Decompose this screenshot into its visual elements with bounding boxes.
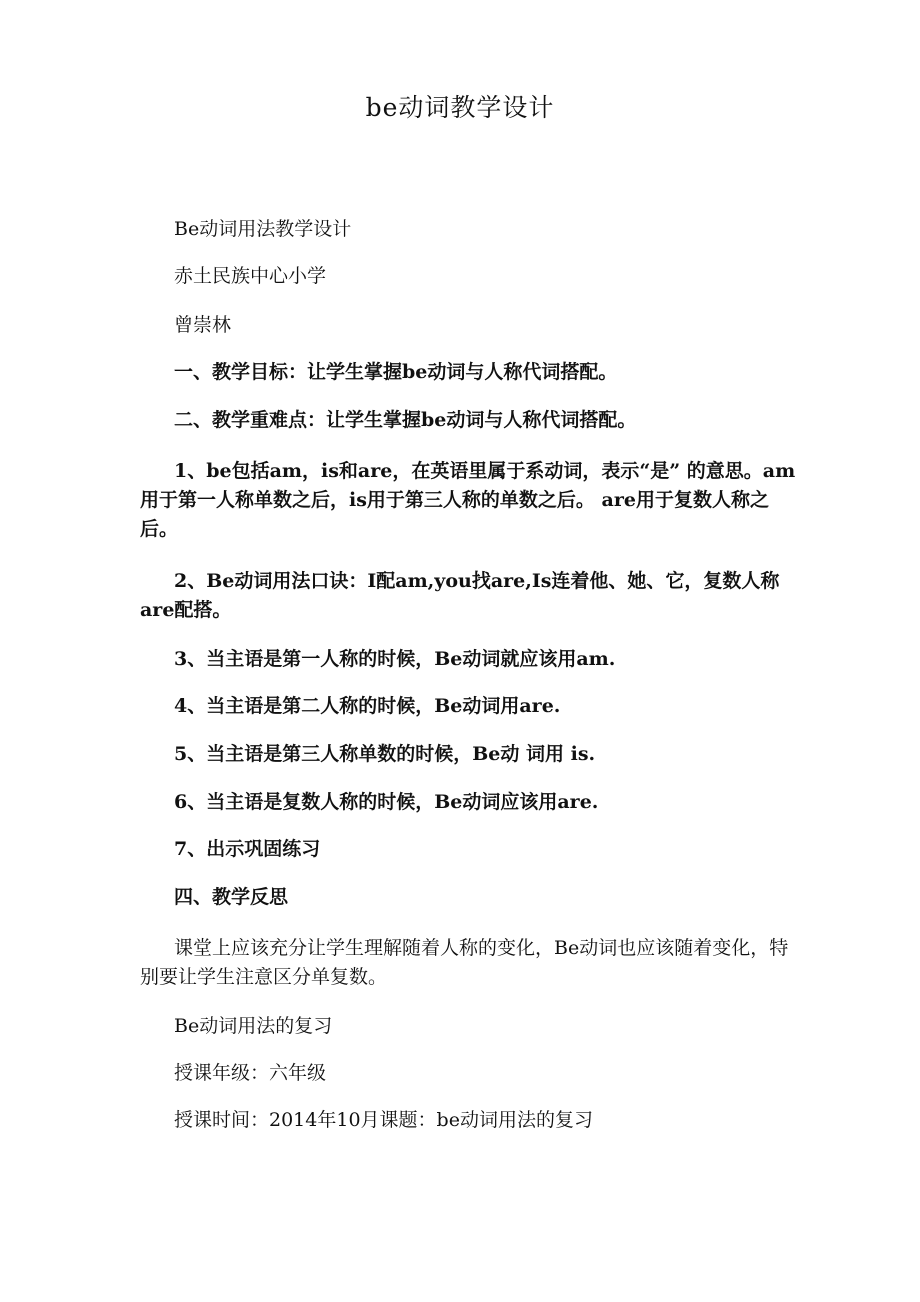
document-title: be动词教学设计 (365, 93, 555, 122)
school-line: 赤土民族中心小学 (174, 265, 327, 287)
grade-line: 授课年级：六年级 (174, 1062, 327, 1084)
point-5-line: 5、当主语是第三人称单数的时候，Be动 词用 is. (174, 743, 596, 765)
point-1-paragraph: 1、be包括am，is和are，在英语里属于系动词，表示“是” 的意思。am用于第一人称单数之后，is用于第三人称的单数之后。 are用于复数人称之后。 (140, 460, 796, 540)
point-4-line: 4、当主语是第二人称的时候，Be动词用are. (174, 695, 561, 717)
point-2-paragraph: 2、Be动词用法口诀：I配am,you找are,Is连着他、她、它，复数人称are配搭。 (140, 570, 780, 621)
key-difficulty-line: 二、教学重难点：让学生掌握be动词与人称代词搭配。 (174, 409, 637, 431)
review-title-line: Be动词用法的复习 (174, 1015, 333, 1037)
point-3-line: 3、当主语是第一人称的时候，Be动词就应该用am. (174, 648, 616, 670)
point-6-line: 6、当主语是复数人称的时候，Be动词应该用are. (174, 791, 599, 813)
author-line: 曾崇林 (174, 314, 232, 336)
reflection-heading: 四、教学反思 (174, 886, 289, 908)
reflection-paragraph: 课堂上应该充分让学生理解随着人称的变化，Be动词也应该随着变化，特别要让学生注意区分单复数。 (140, 937, 789, 988)
point-7-line: 7、出示巩固练习 (174, 838, 321, 860)
teaching-goal-line: 一、教学目标：让学生掌握be动词与人称代词搭配。 (174, 361, 618, 383)
time-topic-line: 授课时间：2014年10月课题：be动词用法的复习 (174, 1109, 593, 1131)
subtitle-line: Be动词用法教学设计 (174, 218, 352, 240)
